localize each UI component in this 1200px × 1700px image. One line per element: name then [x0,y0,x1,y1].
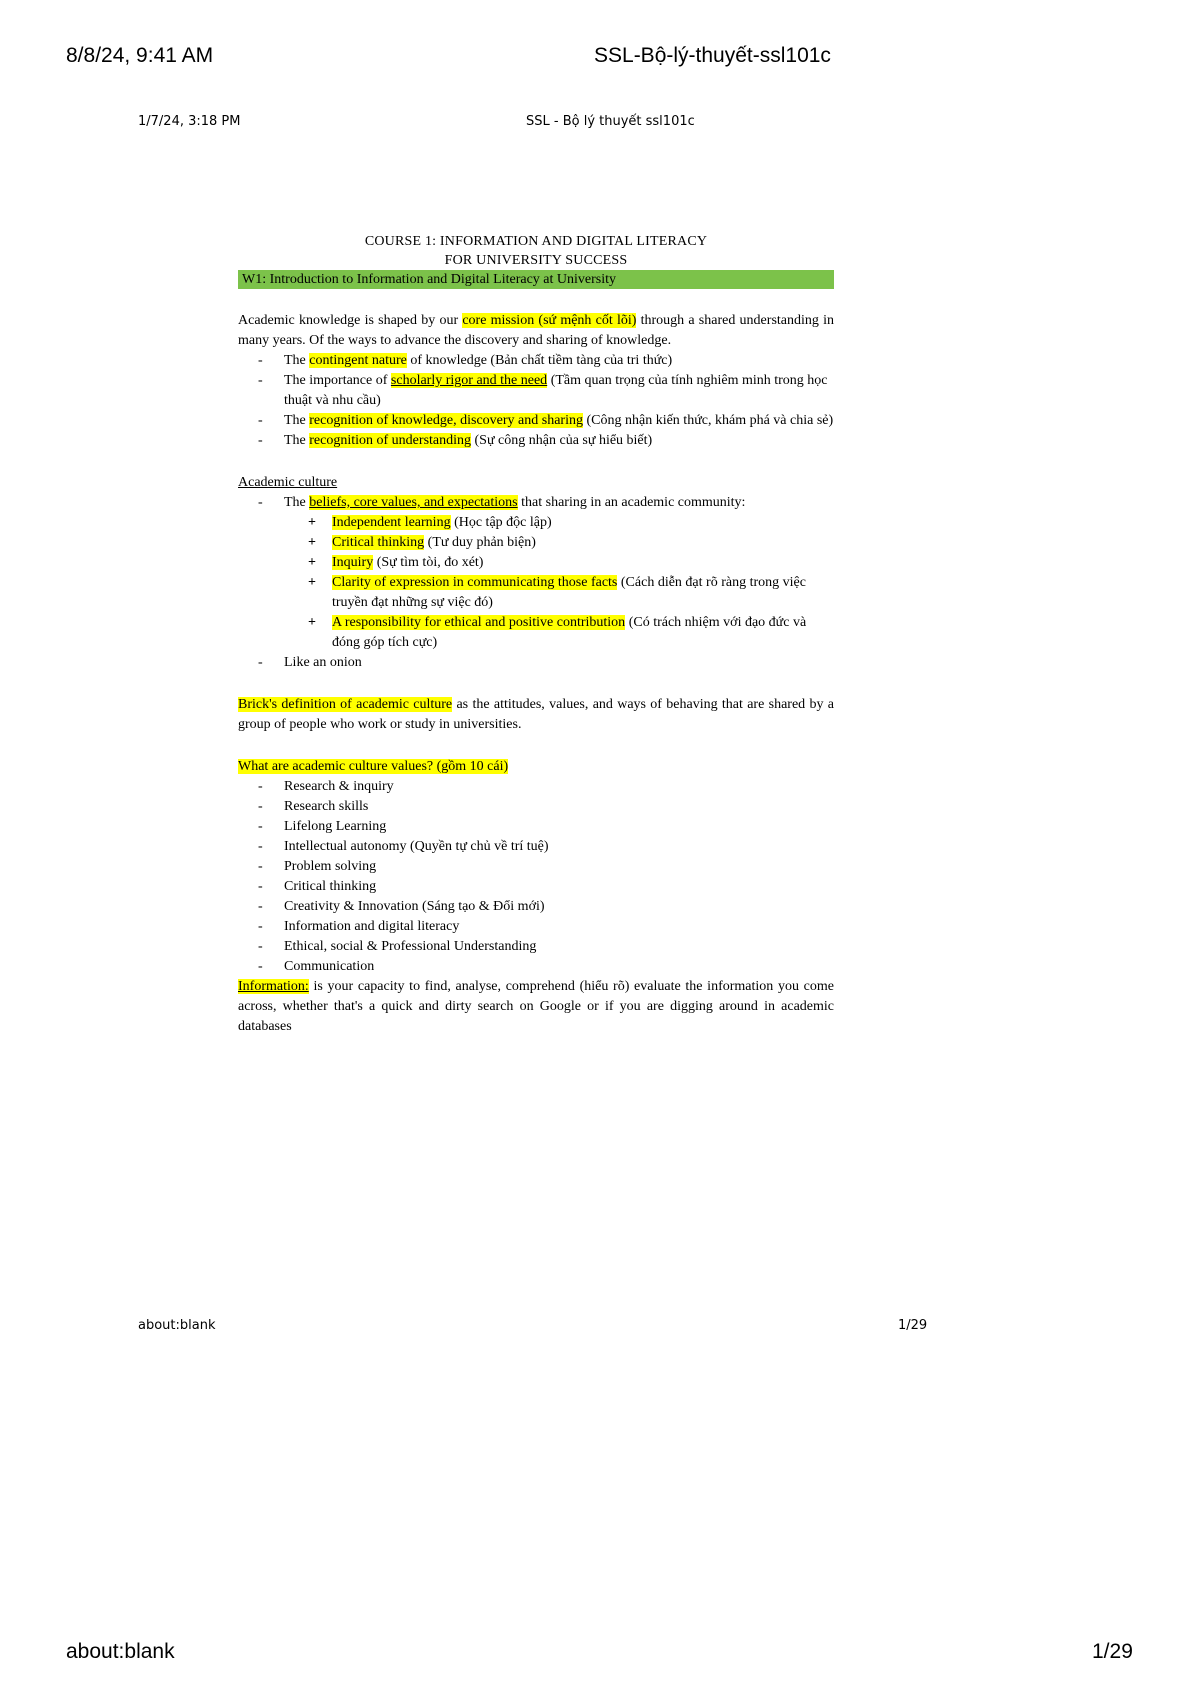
information-paragraph: Information: is your capacity to find, analyse, comprehend (hiểu rõ) evaluate the information you come across, whether that's a quick and dirty search on Google or if you are digging around in academic databases [238,979,834,1034]
academic-culture-heading: Academic culture [238,475,338,490]
sub-list-item: + Critical thinking (Tư duy phản biện) [308,535,536,550]
highlight-text: Brick's definition of academic culture [238,697,453,712]
list-item: - The importance of scholarly rigor and the need (Tầm quan trọng của tính nghiêm minh trong học thuật và nhu cầu) [258,373,828,408]
list-item: - Lifelong Learning [258,819,387,834]
print-header-title: SSL-Bộ-lý-thuyết-ssl101c [594,44,831,67]
highlight-text: Information: [238,979,309,994]
week-heading: W1: Introduction to Information and Digital Literacy at University [238,270,834,289]
print-footer-url: about:blank [66,1640,175,1663]
intro-paragraph: Academic knowledge is shaped by our core mission (sứ mệnh cốt lõi) through a shared understanding in many years. Of the ways to advance the discovery and sharing of knowledge. [238,313,834,348]
list-item: - Critical thinking [258,879,377,894]
list-item: - Information and digital literacy [258,919,460,934]
list-item: - Intellectual autonomy (Quyền tự chủ về trí tuệ) [258,839,549,854]
course-title-line-2: FOR UNIVERSITY SUCCESS [444,253,628,268]
list-item: - Problem solving [258,859,377,874]
inner-header-datetime: 1/7/24, 3:18 PM [138,114,241,129]
sub-list-item: + Independent learning (Học tập độc lập) [308,515,552,530]
inner-footer-url: about:blank [138,1318,216,1333]
highlight-text: core mission (sứ mệnh cốt lõi) [462,313,637,328]
print-footer-page: 1/29 [1092,1640,1133,1663]
print-header-datetime: 8/8/24, 9:41 AM [66,44,214,67]
inner-footer-page: 1/29 [898,1318,928,1333]
list-item: - The recognition of understanding (Sự công nhận của sự hiểu biết) [258,433,653,448]
values-list [238,777,834,977]
list-item: - Creativity & Innovation (Sáng tạo & Đổi mới) [258,899,545,914]
course-title-line-1: COURSE 1: INFORMATION AND DIGITAL LITERACY [364,234,708,249]
academic-culture-list [238,493,834,673]
list-item: - The beliefs, core values, and expectations that sharing in an academic community: [258,495,746,510]
intro-list [238,351,834,451]
values-heading: What are academic culture values? (gồm 10 cái) [238,759,509,774]
inner-header-title: SSL - Bộ lý thuyết ssl101c [526,114,695,129]
sub-list-item: + Inquiry (Sự tìm tòi, đo xét) [308,555,484,570]
list-item: - Ethical, social & Professional Understanding [258,939,537,954]
list-item: - Research & inquiry [258,779,394,794]
document-content [238,232,834,1037]
list-item: - The contingent nature of knowledge (Bản chất tiềm tàng của tri thức) [258,353,673,368]
list-item: - Like an onion [258,655,362,670]
sub-list-item: + A responsibility for ethical and positive contribution (Có trách nhiệm với đạo đức và đóng góp tích cực) [308,615,807,650]
bricks-definition-paragraph: Brick's definition of academic culture as the attitudes, values, and ways of behaving that are shared by a group of people who work or study in universities. [238,697,834,732]
list-item: - The recognition of knowledge, discovery and sharing (Công nhận kiến thức, khám phá và chia sẻ) [258,413,834,428]
list-item: - Communication [258,959,375,974]
sub-list-item: + Clarity of expression in communicating those facts (Cách diễn đạt rõ ràng trong việc truyền đạt những sự việc đó) [308,575,806,610]
list-item: - Research skills [258,799,369,814]
